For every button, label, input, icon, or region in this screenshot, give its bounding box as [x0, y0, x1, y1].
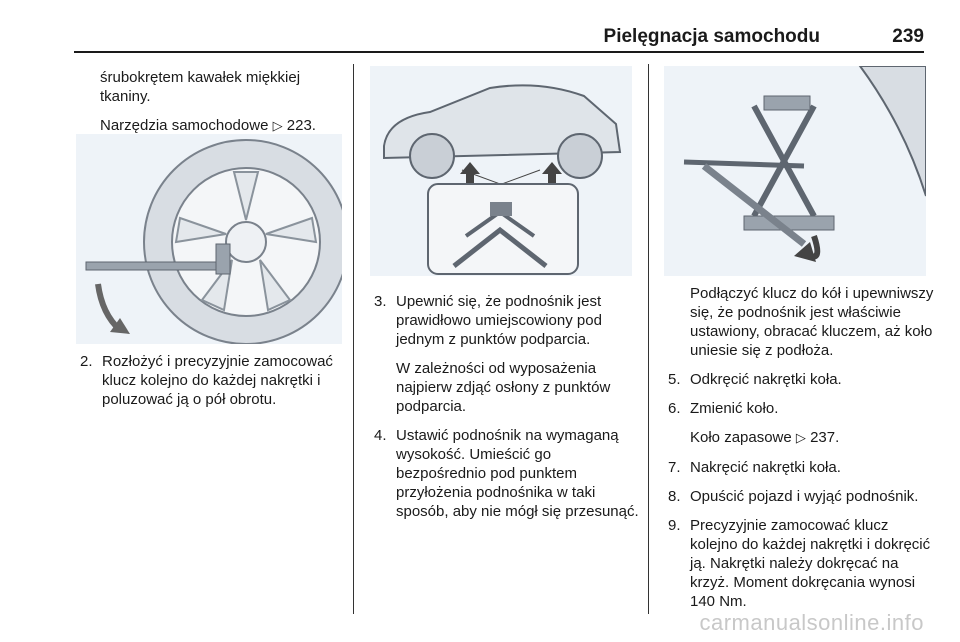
step-8: 8. Opuścić pojazd i wyjąć podnośnik.: [668, 488, 919, 505]
step-2: 2. Rozłożyć i precyzyjnie zamocować klucz kolejno do każdej nakrętki i poluzować ją o pół obrotu.: [80, 353, 333, 408]
col2-steps: [374, 292, 640, 531]
wrench-socket: [216, 244, 230, 274]
jack-detail-inset: [428, 184, 578, 274]
wheel-wrench-figure: [76, 134, 342, 344]
jack-head: [490, 202, 512, 216]
rear-wheel: [558, 134, 602, 178]
step-3: 3. Upewnić się, że podnośnik jest prawidłowo umiejscowiony pod jednym z punktów podparcia. W zależności od wyposażenia najpierw zdjąć osłony z punktów podparcia.: [374, 292, 640, 416]
page-title: Pielęgnacja samochodu: [603, 26, 820, 47]
triangle-right-icon: ▷: [272, 119, 283, 134]
front-wheel: [410, 134, 454, 178]
column-divider-1: [353, 64, 354, 614]
column-divider-2: [648, 64, 649, 614]
col3-steps: [668, 284, 938, 621]
tools-reference: Narzędzia samochodowe ▷ 223.: [100, 117, 316, 134]
step-6: 6. Zmienić koło. Koło zapasowe ▷ 237.: [668, 399, 938, 448]
step-4: 4. Ustawić podnośnik na wymaganą wysokość. Umieścić go bezpośrednio pod punktem przyłożenia podnośnika w taki sposób, aby nie mógł się przesunąć.: [374, 427, 639, 520]
wheel-hub: [226, 222, 266, 262]
spare-wheel-reference: Koło zapasowe ▷ 237.: [690, 429, 840, 446]
step-9: 9. Precyzyjnie zamocować klucz kolejno do każdej nakrętki i dokręcić ją. Nakrętki należy dokręcać na krzyż. Moment dokręcania wynosi 140 Nm.: [668, 517, 931, 610]
spare-wheel-ref-page[interactable]: 237.: [810, 429, 840, 446]
jack-crank-figure: [664, 66, 926, 276]
connect-wrench-text: Podłączyć klucz do kół i upewniwszy się, że podnośnik jest właściwie ustawiony, obracać kluczem, aż koło uniesie się z podłoża.: [690, 285, 934, 359]
step-3-note: W zależności od wyposażenia najpierw zdjąć osłony z punktów podparcia.: [396, 360, 611, 415]
intro-line: śrubokrętem kawałek miękkiej tkaniny.: [100, 69, 301, 105]
watermark: carmanualsonline.info: [699, 610, 924, 635]
step-5: 5. Odkręcić nakrętki koła.: [668, 371, 842, 388]
jack-points-figure: [370, 66, 632, 276]
header-rule: [74, 51, 924, 53]
page-number: 239: [892, 26, 924, 47]
triangle-right-icon: ▷: [795, 431, 806, 446]
step-7: 7. Nakręcić nakrętki koła.: [668, 459, 841, 476]
col1-steps: [80, 352, 342, 419]
wheel-wrench: [86, 262, 224, 270]
tools-ref-page[interactable]: 223.: [286, 117, 316, 134]
jack-head: [764, 96, 810, 110]
